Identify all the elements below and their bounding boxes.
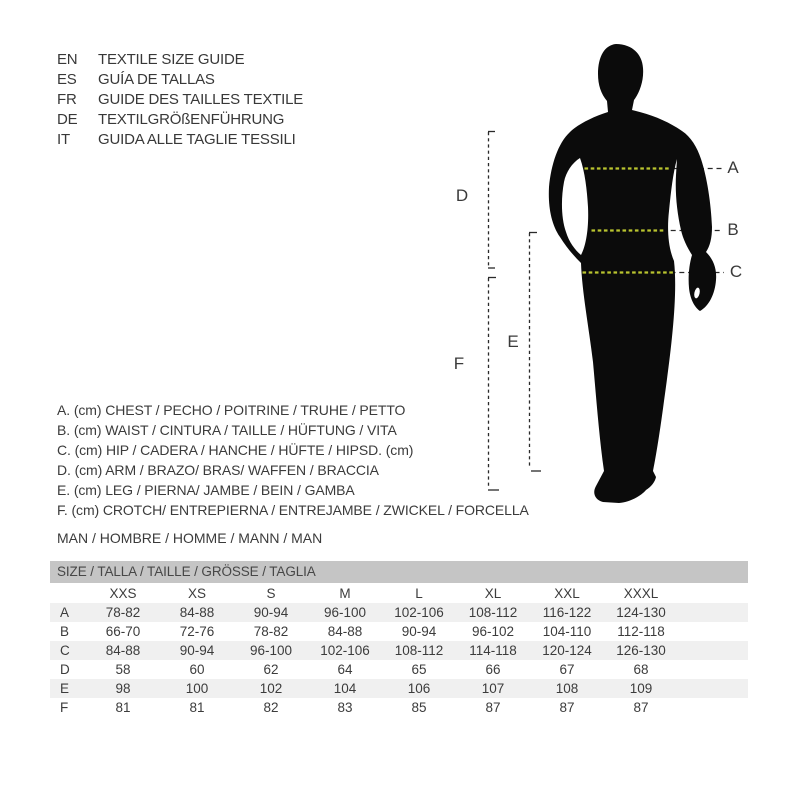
filler-cell bbox=[678, 583, 748, 603]
size-column-header: XS bbox=[187, 585, 206, 601]
title-text: TEXTILE SIZE GUIDE bbox=[98, 51, 245, 68]
value-cell: 90-94 bbox=[179, 643, 215, 658]
title-row bbox=[57, 110, 303, 130]
value-cell: 124-130 bbox=[616, 605, 666, 620]
title-row bbox=[57, 50, 303, 70]
value-cell: 84-88 bbox=[105, 643, 141, 658]
empty-corner-cell bbox=[50, 583, 86, 603]
measurement-description-line: E. (cm) LEG / PIERNA/ JAMBE / BEIN / GAMBA bbox=[57, 482, 355, 498]
row-label-cell: D bbox=[60, 662, 70, 677]
size-column-header: XL bbox=[484, 585, 502, 601]
measurement-description-line: C. (cm) HIP / CADERA / HANCHE / HÜFTE / HIPSD. (cm) bbox=[57, 442, 414, 458]
value-cell: 96-100 bbox=[249, 643, 293, 658]
value-cell: 64 bbox=[337, 662, 353, 677]
measurement-description-line: A. (cm) CHEST / PECHO / POITRINE / TRUHE / PETTO bbox=[57, 402, 406, 418]
size-columns-row bbox=[50, 583, 748, 603]
value-cell: 109 bbox=[629, 681, 653, 696]
measure-label-d: D bbox=[455, 186, 469, 205]
size-table-header: SIZE / TALLA / TAILLE / GRÖSSE / TAGLIA bbox=[50, 561, 748, 583]
language-code: IT bbox=[57, 131, 70, 148]
language-code: EN bbox=[57, 51, 78, 68]
value-cell: 87 bbox=[485, 700, 501, 715]
language-code: ES bbox=[57, 71, 77, 88]
measurement-description-line: D. (cm) ARM / BRAZO/ BRAS/ WAFFEN / BRACCIA bbox=[57, 462, 379, 478]
title-text: GUIDA ALLE TAGLIE TESSILI bbox=[98, 131, 296, 148]
row-label-cell: B bbox=[60, 624, 70, 639]
table-row bbox=[50, 622, 748, 641]
value-cell: 66-70 bbox=[105, 624, 141, 639]
value-cell: 96-102 bbox=[471, 624, 515, 639]
title-text: TEXTILGRÖßENFÜHRUNG bbox=[98, 111, 285, 128]
measurement-descriptions bbox=[57, 400, 529, 520]
value-cell: 85 bbox=[411, 700, 427, 715]
value-cell: 78-82 bbox=[105, 605, 141, 620]
measure-label-e: E bbox=[507, 332, 519, 351]
title-block bbox=[57, 50, 303, 150]
value-cell: 82 bbox=[263, 700, 279, 715]
value-cell: 120-124 bbox=[542, 643, 592, 658]
measurement-description-line: F. (cm) CROTCH/ ENTREPIERNA / ENTREJAMBE / ZWICKEL / FORCELLA bbox=[57, 502, 529, 518]
filler-cell bbox=[678, 679, 748, 698]
value-cell: 108-112 bbox=[468, 605, 518, 620]
value-cell: 78-82 bbox=[253, 624, 289, 639]
value-cell: 102 bbox=[259, 681, 283, 696]
measure-label-f: F bbox=[453, 354, 465, 373]
table-row bbox=[50, 698, 748, 717]
filler-cell bbox=[678, 622, 748, 641]
value-cell: 126-130 bbox=[616, 643, 666, 658]
value-cell: 108 bbox=[555, 681, 579, 696]
filler-cell bbox=[678, 641, 748, 660]
filler-cell bbox=[678, 660, 748, 679]
language-code: FR bbox=[57, 91, 77, 108]
size-column-header: XXS bbox=[109, 585, 137, 601]
row-label-cell: F bbox=[60, 700, 69, 715]
size-column-header: XXL bbox=[554, 585, 580, 601]
value-cell: 104 bbox=[333, 681, 357, 696]
value-cell: 100 bbox=[185, 681, 209, 696]
value-cell: 98 bbox=[115, 681, 131, 696]
title-text: GUÍA DE TALLAS bbox=[98, 71, 215, 88]
value-cell: 106 bbox=[407, 681, 431, 696]
value-cell: 66 bbox=[485, 662, 501, 677]
table-row bbox=[50, 641, 748, 660]
size-column-header: L bbox=[415, 585, 423, 601]
title-row bbox=[57, 130, 303, 150]
value-cell: 68 bbox=[633, 662, 649, 677]
value-cell: 81 bbox=[115, 700, 131, 715]
value-cell: 72-76 bbox=[179, 624, 215, 639]
value-cell: 58 bbox=[115, 662, 131, 677]
table-row bbox=[50, 679, 748, 698]
value-cell: 65 bbox=[411, 662, 427, 677]
value-cell: 114-118 bbox=[469, 643, 517, 658]
value-cell: 60 bbox=[189, 662, 205, 677]
value-cell: 90-94 bbox=[253, 605, 289, 620]
table-row bbox=[50, 603, 748, 622]
filler-cell bbox=[678, 698, 748, 717]
value-cell: 96-100 bbox=[323, 605, 367, 620]
value-cell: 108-112 bbox=[394, 643, 444, 658]
table-row bbox=[50, 660, 748, 679]
measure-label-a: A bbox=[727, 158, 739, 177]
value-cell: 62 bbox=[263, 662, 279, 677]
gender-line: MAN / HOMBRE / HOMME / MANN / MAN bbox=[57, 530, 323, 546]
value-cell: 90-94 bbox=[401, 624, 437, 639]
row-label-cell: C bbox=[60, 643, 70, 658]
size-table bbox=[50, 583, 748, 717]
size-table-section bbox=[50, 561, 748, 717]
value-cell: 112-118 bbox=[617, 624, 665, 639]
value-cell: 102-106 bbox=[320, 643, 370, 658]
measure-label-b: B bbox=[727, 220, 739, 239]
value-cell: 87 bbox=[633, 700, 649, 715]
measure-label-c: C bbox=[729, 262, 743, 281]
value-cell: 67 bbox=[559, 662, 575, 677]
title-row bbox=[57, 70, 303, 90]
value-cell: 81 bbox=[189, 700, 205, 715]
title-text: GUIDE DES TAILLES TEXTILE bbox=[98, 91, 304, 108]
value-cell: 84-88 bbox=[327, 624, 363, 639]
value-cell: 84-88 bbox=[179, 605, 215, 620]
language-code: DE bbox=[57, 111, 78, 128]
value-cell: 102-106 bbox=[394, 605, 444, 620]
filler-cell bbox=[678, 603, 748, 622]
value-cell: 87 bbox=[559, 700, 575, 715]
size-column-header: XXXL bbox=[623, 585, 659, 601]
measurement-description-line: B. (cm) WAIST / CINTURA / TAILLE / HÜFTUNG / VITA bbox=[57, 422, 397, 438]
title-row bbox=[57, 90, 303, 110]
value-cell: 107 bbox=[481, 681, 505, 696]
size-column-header: S bbox=[266, 585, 276, 601]
row-label-cell: A bbox=[60, 605, 70, 620]
size-column-header: M bbox=[339, 585, 351, 601]
value-cell: 116-122 bbox=[542, 605, 592, 620]
row-label-cell: E bbox=[60, 681, 70, 696]
value-cell: 83 bbox=[337, 700, 353, 715]
value-cell: 104-110 bbox=[542, 624, 592, 639]
